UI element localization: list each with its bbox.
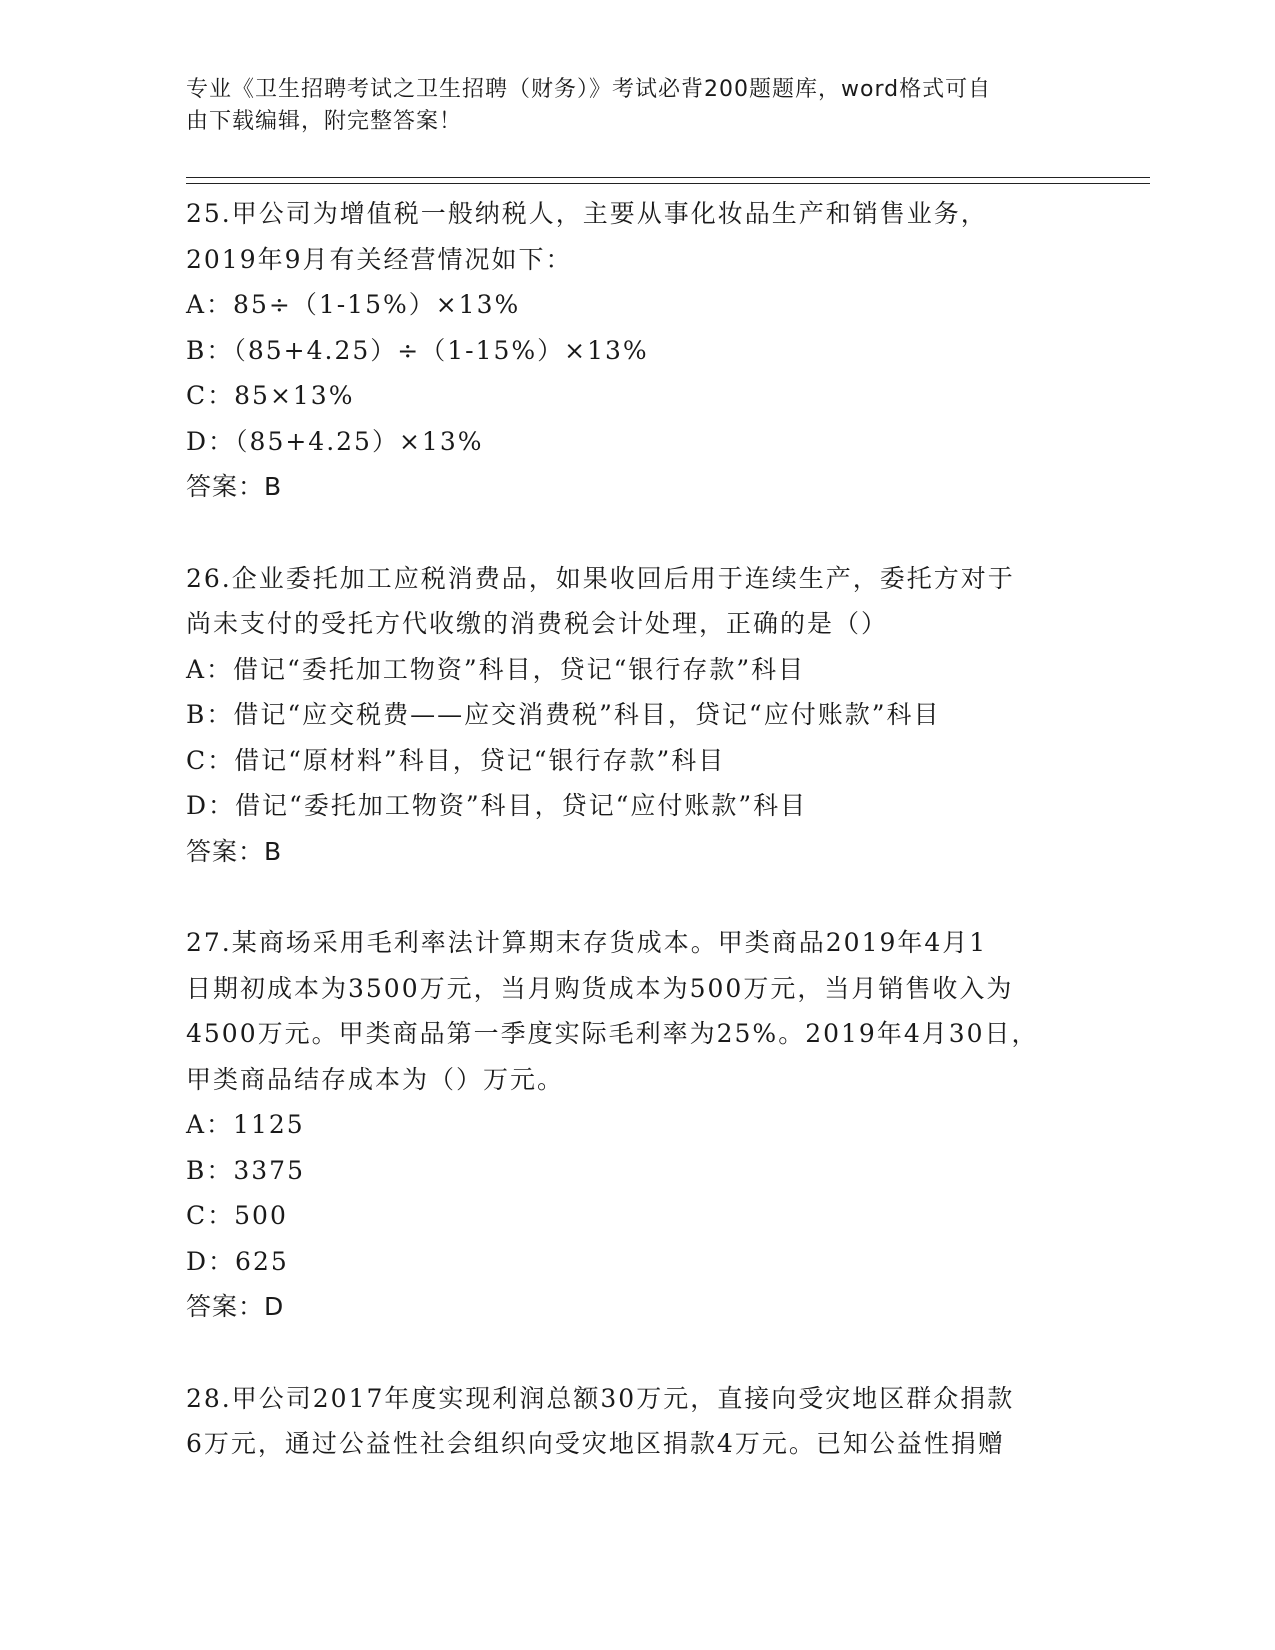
answer-line: 答案：B xyxy=(186,836,283,866)
question-text: 4500万元。甲类商品第一季度实际毛利率为25%。2019年4月30日， xyxy=(186,1019,1039,1048)
option-c: C：85×13% xyxy=(186,381,355,410)
question-27 xyxy=(186,920,1086,1330)
question-text: 日期初成本为3500万元，当月购货成本为500万元，当月销售收入为 xyxy=(186,973,1014,1003)
option-c: C：借记“原材料”科目，贷记“银行存款”科目 xyxy=(186,745,726,775)
document-header xyxy=(186,74,1066,138)
option-b: B：3375 xyxy=(186,1155,305,1185)
question-list xyxy=(186,191,1086,1513)
answer-line: 答案：B xyxy=(186,472,283,501)
option-b: B：（85+4.25）÷（1-15%）×13% xyxy=(186,335,649,365)
option-a: A：85÷（1-15%）×13% xyxy=(186,290,521,319)
question-25 xyxy=(186,191,1086,510)
header-line: 由下载编辑，附完整答案！ xyxy=(186,109,463,134)
question-text: 6万元，通过公益性社会组织向受灾地区捐款4万元。已知公益性捐赠 xyxy=(186,1429,1005,1458)
option-d: D：借记“委托加工物资”科目，贷记“应付账款”科目 xyxy=(186,791,808,820)
header-line: 专业《卫生招聘考试之卫生招聘（财务）》考试必背200题题库，word格式可自 xyxy=(186,77,992,102)
option-d: D：（85+4.25）×13% xyxy=(186,426,484,456)
answer-line: 答案：D xyxy=(186,1292,285,1321)
option-b: B：借记“应交税费——应交消费税”科目，贷记“应付账款”科目 xyxy=(186,700,941,729)
question-28 xyxy=(186,1376,1086,1467)
question-text: 尚未支付的受托方代收缴的消费税会计处理，正确的是（） xyxy=(186,609,889,638)
header-divider-top xyxy=(186,177,1150,178)
option-a: A：1125 xyxy=(186,1110,305,1139)
question-text: 28.甲公司2017年度实现利润总额30万元，直接向受灾地区群众捐款 xyxy=(186,1383,1015,1413)
option-a: A：借记“委托加工物资”科目，贷记“银行存款”科目 xyxy=(186,654,806,684)
question-text: 26.企业委托加工应税消费品，如果收回后用于连续生产，委托方对于 xyxy=(186,563,1015,593)
question-text: 25.甲公司为增值税一般纳税人，主要从事化妆品生产和销售业务， xyxy=(186,199,988,228)
question-26 xyxy=(186,556,1086,875)
header-divider-bottom xyxy=(186,183,1150,184)
question-text: 27.某商场采用毛利率法计算期末存货成本。甲类商品2019年4月1 xyxy=(186,928,988,957)
question-text: 2019年9月有关经营情况如下： xyxy=(186,244,573,274)
option-d: D：625 xyxy=(186,1246,289,1276)
option-c: C：500 xyxy=(186,1201,288,1230)
question-text: 甲类商品结存成本为（）万元。 xyxy=(186,1064,565,1094)
